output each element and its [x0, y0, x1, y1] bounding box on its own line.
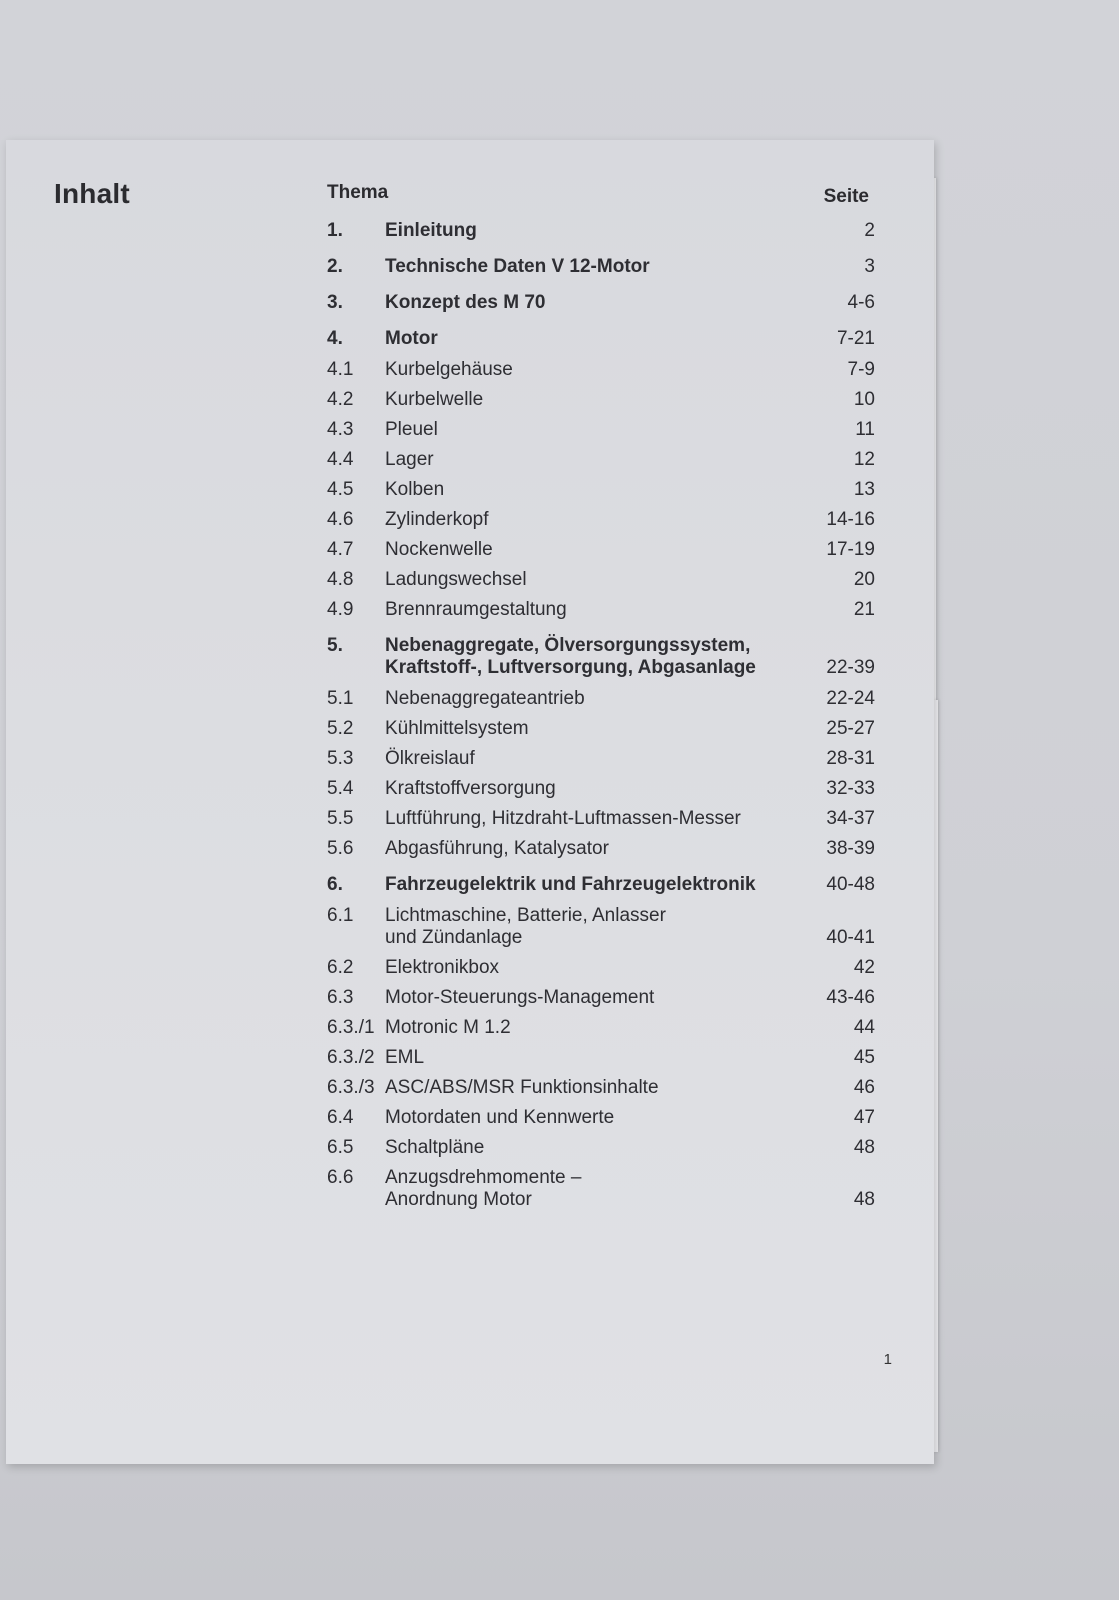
toc-entry-title: Brennraumgestaltung	[385, 599, 567, 620]
toc-entry-row	[327, 718, 875, 740]
toc-entry-title: Motor-Steuerungs-Management	[385, 987, 655, 1008]
toc-entry-title: Elektronikbox	[385, 957, 500, 978]
toc-entry-row	[327, 905, 875, 949]
toc-entry-page: 25-27	[826, 718, 875, 739]
toc-entry-page: 44	[853, 1017, 875, 1038]
toc-entry-page: 47	[853, 1107, 875, 1128]
toc-entry-title: Ölkreislauf	[385, 748, 475, 769]
toc-entry-number: 6.6	[327, 1167, 354, 1188]
toc-entry-title: Lichtmaschine, Batterie, Anlasser und Zündanlage	[385, 905, 666, 948]
toc-entry-row	[327, 569, 875, 591]
toc-entry-title: Motordaten und Kennwerte	[385, 1107, 615, 1128]
toc-entry-row	[327, 1137, 875, 1159]
toc-entry-page: 22-24	[826, 688, 875, 709]
topic-column-header: Thema	[327, 182, 389, 203]
toc-entry-page: 7-9	[847, 359, 875, 380]
toc-entry-row	[327, 987, 875, 1009]
toc-entry-number: 6.3./3	[327, 1077, 375, 1098]
toc-entry-title: Nockenwelle	[385, 539, 493, 560]
toc-entry-row	[327, 1107, 875, 1129]
toc-entry-row	[327, 599, 875, 621]
toc-entry-title: Ladungswechsel	[385, 569, 527, 590]
toc-entry-title: Motronic M 1.2	[385, 1017, 511, 1038]
toc-entry-page: 48	[853, 1137, 875, 1158]
toc-entry-row	[327, 838, 875, 860]
toc-entry-title: Lager	[385, 449, 434, 470]
toc-entry-page: 20	[853, 569, 875, 590]
toc-entry-page: 45	[853, 1047, 875, 1068]
toc-entry-title: EML	[385, 1047, 425, 1068]
toc-entry-number: 4.	[327, 328, 343, 349]
toc-entry-row	[327, 479, 875, 501]
toc-entry-page: 46	[853, 1077, 875, 1098]
toc-entry-number: 6.3	[327, 987, 354, 1008]
toc-entry-number: 6.5	[327, 1137, 354, 1158]
toc-entry-title: Kolben	[385, 479, 445, 500]
toc-entry-page: 2	[864, 220, 875, 241]
toc-section-row	[327, 292, 875, 314]
toc-entry-title: Abgasführung, Katalysator	[385, 838, 609, 859]
document-page	[6, 140, 934, 1464]
toc-entry-row	[327, 509, 875, 531]
toc-entry-page: 22-39	[826, 657, 875, 678]
toc-entry-page: 21	[853, 599, 875, 620]
toc-entry-page: 34-37	[826, 808, 875, 829]
toc-entry-page: 40-48	[826, 874, 875, 895]
toc-entry-number: 3.	[327, 292, 343, 313]
toc-entry-row	[327, 957, 875, 979]
toc-entry-row	[327, 389, 875, 411]
toc-entry-number: 5.6	[327, 838, 354, 859]
toc-entry-title: Fahrzeugelektrik und Fahrzeugelektronik	[385, 874, 756, 895]
toc-entry-title: Nebenaggregateantrieb	[385, 688, 585, 709]
toc-section-row	[327, 328, 875, 350]
toc-entry-page: 4-6	[847, 292, 875, 313]
toc-entry-number: 4.6	[327, 509, 354, 530]
toc-entry-row	[327, 1047, 875, 1069]
toc-entry-number: 5.2	[327, 718, 354, 739]
toc-entry-title: Anzugsdrehmomente – Anordnung Motor	[385, 1167, 582, 1210]
toc-entry-row	[327, 808, 875, 830]
toc-entry-page: 17-19	[826, 539, 875, 560]
toc-entry-page: 10	[853, 389, 875, 410]
toc-entry-number: 5.5	[327, 808, 354, 829]
toc-entry-title: Kraftstoffversorgung	[385, 778, 556, 799]
toc-entry-number: 4.2	[327, 389, 354, 410]
toc-entry-page: 14-16	[826, 509, 875, 530]
page-column-header: Seite	[823, 186, 869, 207]
toc-entry-title: Kurbelgehäuse	[385, 359, 513, 380]
toc-entry-number: 6.4	[327, 1107, 354, 1128]
toc-entry-number: 4.4	[327, 449, 354, 470]
toc-entry-title: Motor	[385, 328, 438, 349]
toc-entry-number: 6.1	[327, 905, 354, 926]
page-number: 1	[883, 1351, 892, 1368]
toc-entry-number: 2.	[327, 256, 343, 277]
toc-entry-number: 5.1	[327, 688, 354, 709]
toc-entry-title: Einleitung	[385, 220, 477, 241]
toc-section-row	[327, 874, 875, 896]
toc-entry-title: Technische Daten V 12-Motor	[385, 256, 650, 277]
toc-entry-page: 12	[853, 449, 875, 470]
toc-entry-row	[327, 778, 875, 800]
toc-entry-row	[327, 1017, 875, 1039]
toc-entry-number: 5.3	[327, 748, 354, 769]
toc-entry-number: 6.3./2	[327, 1047, 375, 1068]
toc-section-row	[327, 635, 875, 679]
toc-entry-page: 7-21	[836, 328, 875, 349]
page-title: Inhalt	[54, 178, 130, 209]
toc-entry-page: 28-31	[826, 748, 875, 769]
toc-entry-title: Luftführung, Hitzdraht-Luftmassen-Messer	[385, 808, 741, 829]
toc-entry-title: Nebenaggregate, Ölversorgungssystem, Kraftstoff-, Luftversorgung, Abgasanlage	[385, 635, 756, 678]
toc-entry-number: 5.4	[327, 778, 354, 799]
toc-entry-number: 6.	[327, 874, 343, 895]
toc-section-row	[327, 220, 875, 242]
toc-entry-page: 32-33	[826, 778, 875, 799]
toc-entry-row	[327, 1167, 875, 1211]
toc-entry-number: 6.2	[327, 957, 354, 978]
toc-entry-number: 4.1	[327, 359, 354, 380]
toc-entry-title: ASC/ABS/MSR Funktionsinhalte	[385, 1077, 659, 1098]
toc-entry-number: 4.9	[327, 599, 354, 620]
toc-entry-number: 6.3./1	[327, 1017, 375, 1038]
toc-entry-row	[327, 748, 875, 770]
toc-entry-page: 11	[855, 419, 875, 440]
toc-entry-number: 4.8	[327, 569, 354, 590]
toc-entry-number: 4.7	[327, 539, 354, 560]
toc-entry-number: 5.	[327, 635, 343, 656]
toc-entry-page: 48	[853, 1189, 875, 1210]
toc-entry-page: 43-46	[826, 987, 875, 1008]
toc-entry-title: Schaltpläne	[385, 1137, 485, 1158]
toc-section-row	[327, 256, 875, 278]
toc-entry-page: 42	[853, 957, 875, 978]
toc-entry-row	[327, 449, 875, 471]
toc-entry-page: 3	[864, 256, 875, 277]
toc-entry-row	[327, 359, 875, 381]
toc-entry-title: Konzept des M 70	[385, 292, 546, 313]
toc-entry-row	[327, 419, 875, 441]
toc-entry-row	[327, 688, 875, 710]
toc-entry-row	[327, 539, 875, 561]
toc-entry-page: 13	[853, 479, 875, 500]
toc-entry-row	[327, 1077, 875, 1099]
toc-entry-title: Kühlmittelsystem	[385, 718, 529, 739]
toc-entry-number: 4.5	[327, 479, 354, 500]
toc-entry-number: 4.3	[327, 419, 354, 440]
table-of-contents	[327, 220, 875, 1219]
toc-entry-page: 38-39	[826, 838, 875, 859]
toc-entry-page: 40-41	[826, 927, 875, 948]
toc-entry-title: Pleuel	[385, 419, 438, 440]
toc-entry-title: Kurbelwelle	[385, 389, 484, 410]
toc-entry-title: Zylinderkopf	[385, 509, 489, 530]
toc-entry-number: 1.	[327, 220, 343, 241]
